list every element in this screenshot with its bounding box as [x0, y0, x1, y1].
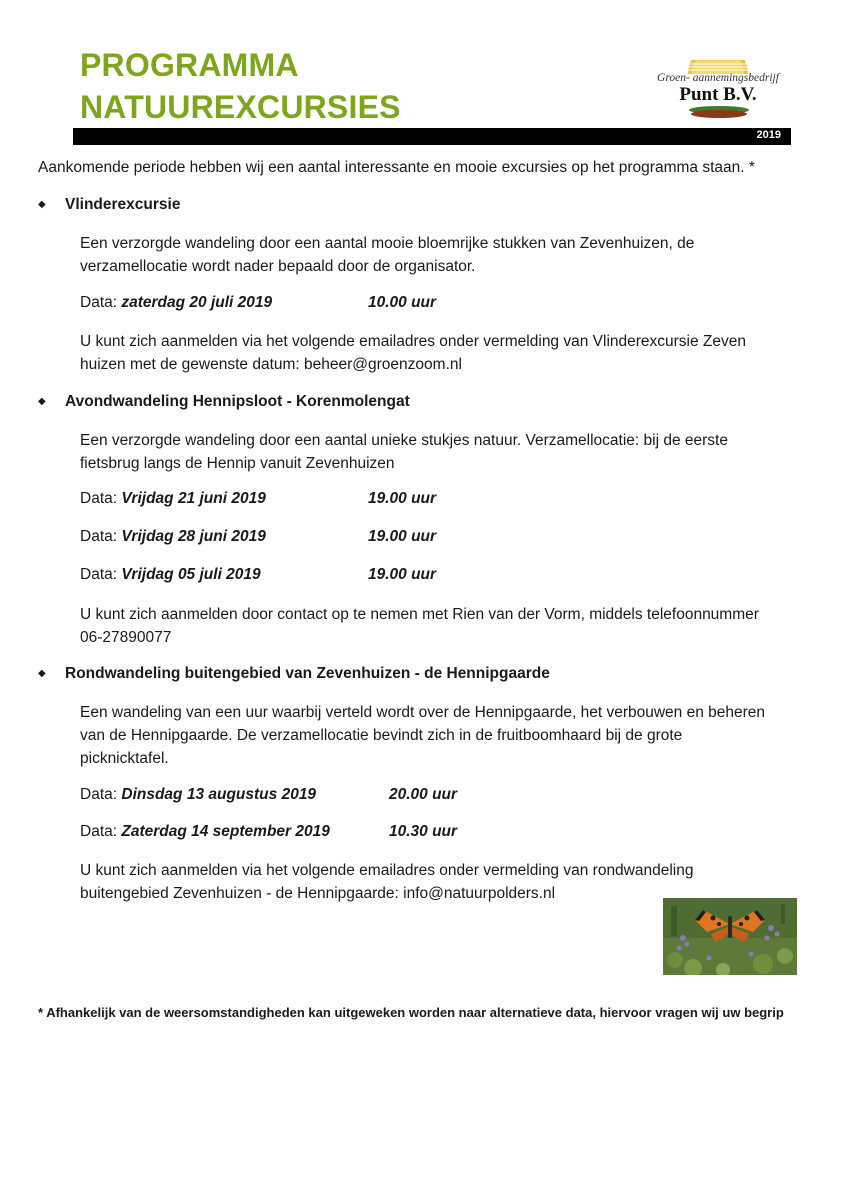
date-label: Data:	[80, 786, 118, 803]
intro-text: Aankomende periode hebben wij een aantal interessante en mooie excursies op het programma staan. *	[38, 159, 755, 176]
section-title	[38, 196, 180, 214]
section-description	[80, 429, 780, 475]
time-value: 20.00 uur	[389, 786, 458, 803]
ground-logo-icon	[688, 106, 750, 118]
logo-company-name: Punt B.V.	[679, 84, 757, 105]
date-label: Data:	[80, 823, 118, 840]
diamond-bullet-icon: ◆	[38, 396, 46, 407]
section-title-text: Vlinderexcursie	[65, 196, 181, 213]
signup-line: buitengebied Zevenhuizen - de Hennipgaarde: info@natuurpolders.nl	[80, 885, 556, 902]
date-label: Data:	[80, 528, 118, 545]
time-value: 19.00 uur	[368, 528, 437, 545]
header-bar	[73, 128, 791, 145]
description-line: Een verzorgde wandeling door een aantal mooie bloemrijke stukken van Zevenhuizen, de	[80, 235, 695, 252]
year-label: 2019	[756, 129, 781, 141]
section-title-text: Avondwandeling Hennipsloot - Korenmolengat	[65, 393, 410, 410]
date-label: Data:	[80, 294, 118, 311]
section-title	[38, 393, 410, 411]
date-value: Vrijdag 21 juni 2019	[121, 490, 266, 507]
diamond-bullet-icon: ◆	[38, 199, 46, 210]
description-line: fietsbrug langs de Hennip vanuit Zevenhuizen	[80, 455, 395, 472]
title-line-2: NATUUREXCURSIES	[80, 89, 401, 125]
page-title	[80, 44, 401, 128]
signup-line: U kunt zich aanmelden via het volgende emailadres onder vermelding van rondwandeling	[80, 862, 694, 879]
time-value: 19.00 uur	[368, 490, 437, 507]
section-description	[80, 701, 780, 770]
time-value: 10.00 uur	[368, 294, 437, 311]
butterfly-photo	[663, 898, 797, 975]
time-value: 10.30 uur	[389, 823, 458, 840]
time-value: 19.00 uur	[368, 566, 437, 583]
description-line: picknicktafel.	[80, 750, 169, 767]
signup-text	[80, 330, 780, 376]
date-row	[80, 823, 458, 841]
signup-text	[80, 603, 780, 649]
date-value: Zaterdag 14 september 2019	[121, 823, 330, 840]
section-title	[38, 665, 550, 683]
date-value: Vrijdag 05 juli 2019	[121, 566, 261, 583]
signup-line: 06-27890077	[80, 629, 172, 646]
date-value: Vrijdag 28 juni 2019	[121, 528, 266, 545]
date-value: Dinsdag 13 augustus 2019	[121, 786, 317, 803]
date-label: Data:	[80, 490, 118, 507]
section-title-text: Rondwandeling buitengebied van Zevenhuizen - de Hennipgaarde	[65, 665, 550, 682]
title-line-1: PROGRAMMA	[80, 47, 299, 83]
description-line: van de Hennipgaarde. De verzamellocatie bevindt zich in de fruitboomhaard bij de grote	[80, 727, 683, 744]
description-line: Een verzorgde wandeling door een aantal unieke stukjes natuur. Verzamellocatie: bij de eerste	[80, 432, 728, 449]
footnote: * Afhankelijk van de weersomstandigheden kan uitgeweken worden naar alternatieve data, hiervoor vragen wij uw begrip	[38, 1005, 784, 1020]
company-logo	[648, 60, 788, 122]
date-label: Data:	[80, 566, 118, 583]
date-row	[80, 566, 437, 584]
signup-line: U kunt zich aanmelden via het volgende emailadres onder vermelding van Vlinderexcursie Zeven	[80, 333, 747, 350]
diamond-bullet-icon: ◆	[38, 668, 46, 679]
description-line: Een wandeling van een uur waarbij verteld wordt over de Hennipgaarde, het verbouwen en beheren	[80, 704, 766, 721]
logo-company-text: Groen- aannemingsbedrijf	[657, 72, 779, 84]
description-line: verzamellocatie wordt nader bepaald door de organisator.	[80, 258, 476, 275]
date-row	[80, 490, 437, 508]
signup-line: U kunt zich aanmelden door contact op te nemen met Rien van der Vorm, middels telefoonnummer	[80, 606, 759, 623]
section-description	[80, 232, 780, 278]
date-row	[80, 786, 458, 804]
date-value: zaterdag 20 juli 2019	[121, 294, 273, 311]
signup-line: huizen met de gewenste datum: beheer@groenzoom.nl	[80, 356, 462, 373]
date-row	[80, 528, 437, 546]
date-row	[80, 294, 437, 312]
